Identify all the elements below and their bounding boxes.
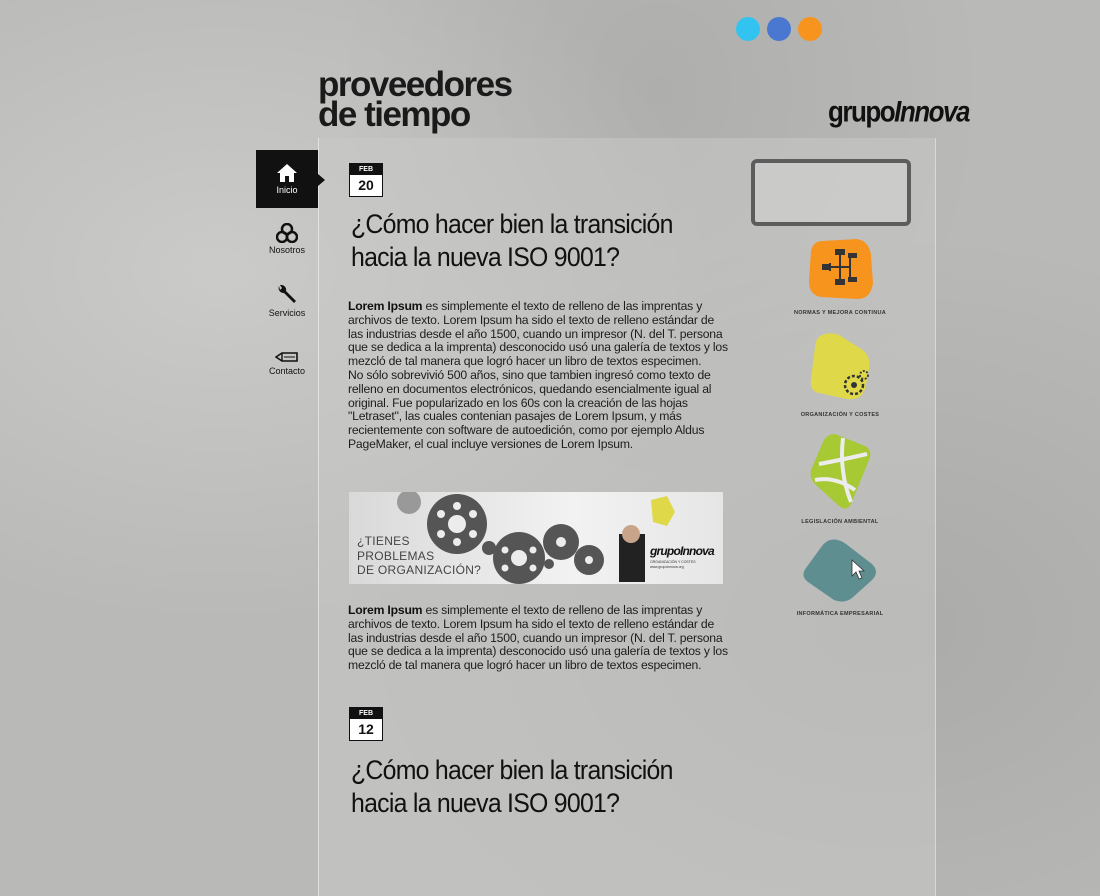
search-input[interactable] xyxy=(751,159,911,226)
post-title-line-1: ¿Cómo hacer bien la transición xyxy=(351,209,673,239)
para-text: es simplemente el texto de relleno de las imprentas y archivos de texto. Lorem Ipsum ha sido el texto de relleno estándar de las industrias desde el año 1500, cuando un impresor (N. del T. persona que se dedica a la imprenta) desconocido usó una galería de textos y los mezcló de tal manera que logró hacer un libro de textos especimen. xyxy=(348,603,728,673)
site-logo[interactable] xyxy=(318,65,512,134)
nav-item-nosotros[interactable] xyxy=(256,208,318,270)
post-date-1 xyxy=(349,163,383,197)
banner-line-3: DE ORGANIZACIÓN? xyxy=(357,563,482,577)
promo-banner[interactable] xyxy=(349,492,723,584)
brand-part-1: grupo xyxy=(828,93,895,129)
para-bold: Lorem Ipsum xyxy=(348,603,423,617)
post-title-line-1: ¿Cómo hacer bien la transición xyxy=(351,755,673,785)
banner-line-1: ¿TIENES xyxy=(357,534,410,548)
nav-item-servicios[interactable] xyxy=(256,270,318,332)
gear-icon xyxy=(805,331,875,405)
service-caption: LEGISLACIÓN AMBIENTAL xyxy=(801,519,879,525)
service-informatica[interactable] xyxy=(775,538,905,617)
post-date-month: FEB xyxy=(350,708,382,719)
wrench-icon xyxy=(276,284,298,306)
service-caption: ORGANIZACIÓN Y COSTES xyxy=(800,412,880,418)
post-date-2 xyxy=(349,707,383,741)
brand-logo[interactable] xyxy=(828,94,969,130)
post-paragraph-2 xyxy=(348,604,728,673)
cursor-icon xyxy=(800,538,880,604)
para-bold: Lorem Ipsum xyxy=(348,299,423,313)
service-legislacion[interactable] xyxy=(775,432,905,525)
nav-item-contacto[interactable] xyxy=(256,332,318,394)
blue-dot xyxy=(767,17,791,41)
post-title-2[interactable] xyxy=(351,754,701,820)
banner-tagline: ORGANIZACIÓN Y COSTES xyxy=(650,560,696,564)
service-caption: INFORMÁTICA EMPRESARIAL xyxy=(796,611,884,617)
nav-label-inicio: Inicio xyxy=(276,185,298,195)
cyan-dot xyxy=(736,17,760,41)
orange-dot xyxy=(798,17,822,41)
service-organizacion[interactable] xyxy=(775,331,905,418)
org-chart-icon xyxy=(805,237,875,303)
banner-brand: grupoInnova xyxy=(650,544,714,558)
logo-line-1: proveedores xyxy=(318,65,512,104)
post-date-day: 12 xyxy=(358,721,374,737)
nav-label-contacto: Contacto xyxy=(268,366,306,376)
nav-label-servicios: Servicios xyxy=(268,308,306,318)
para-text-2: No sólo sobrevivió 500 años, sino que tambien ingresó como texto de relleno en documentos electrónicos, quedando esencialmente igual al original. Fue popularizado en los 60s con la creación de las hojas "Letraset", las cuales contenian pasajes de Lorem Ipsum, y más recientemente con software de autoedición, como por ejemplo Aldus PageMaker, el cual incluye versiones de Lorem Ipsum. xyxy=(348,367,712,451)
banner-text xyxy=(357,534,481,578)
service-normas[interactable] xyxy=(775,237,905,316)
post-date-day: 20 xyxy=(358,177,374,193)
nav-label-nosotros: Nosotros xyxy=(268,245,305,255)
pencil-icon xyxy=(275,350,299,364)
logo-line-2: de tiempo xyxy=(318,95,470,134)
para-text: es simplemente el texto de relleno de las imprentas y archivos de texto. Lorem Ipsum ha sido el texto de relleno estándar de las industrias desde el año 1500, cuando un impresor (N. del T. persona que se dedica a la imprenta) desconocido usó una galería de textos y los mezcló de tal manera que logró hacer un libro de textos especimen. xyxy=(348,299,728,369)
post-date-month: FEB xyxy=(350,164,382,175)
circles-icon xyxy=(276,223,298,243)
map-icon xyxy=(805,432,875,512)
brand-part-2: Innova xyxy=(894,93,969,129)
post-title-line-2: hacia la nueva ISO 9001? xyxy=(351,788,620,818)
color-dots xyxy=(736,17,822,41)
nav-item-inicio[interactable] xyxy=(256,150,318,208)
main-nav xyxy=(256,150,318,394)
home-icon xyxy=(276,163,298,183)
service-caption: NORMAS Y MEJORA CONTINUA xyxy=(793,310,887,316)
banner-small-text xyxy=(650,560,720,569)
post-title-line-2: hacia la nueva ISO 9001? xyxy=(351,242,620,272)
banner-url: www.grupoinnova.org xyxy=(650,564,684,569)
post-paragraph-1 xyxy=(348,300,728,452)
banner-line-2: PROBLEMAS xyxy=(357,548,435,563)
post-title-1[interactable] xyxy=(351,208,701,274)
